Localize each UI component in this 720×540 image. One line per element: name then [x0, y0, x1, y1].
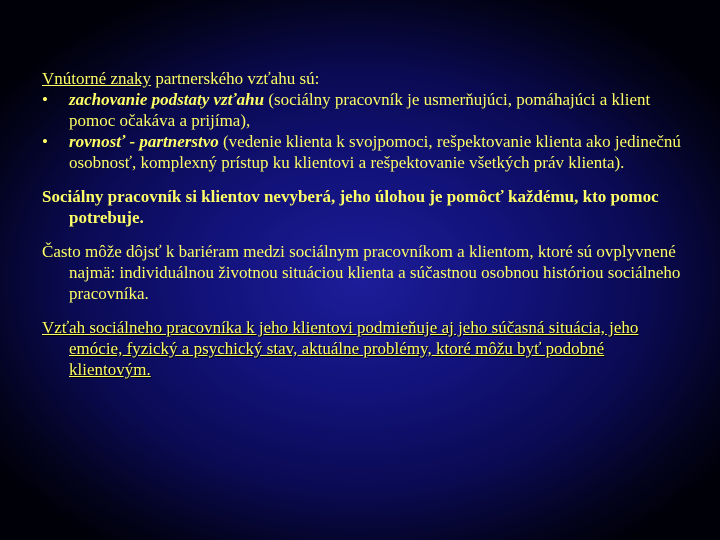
bullet-text: (sociálny pracovník je usmerňujúci, pomáhajúci a klient pomoc očakáva a prijíma),: [69, 90, 651, 130]
barriers-paragraph: Často môže dôjsť k bariéram medzi sociálnym pracovníkom a klientom, ktoré sú ovplyvnené najmä: individuálnou životnou situáciou klienta a súčastnou osobnou históriou sociálneho pracovníka.: [42, 242, 681, 303]
bullet-list: [42, 89, 682, 173]
bullet-item: [42, 89, 682, 131]
bullet-text: (vedenie klienta k svojpomoci, rešpektovanie klienta ako jedinečnú osobnosť, komplexný prístup ku klientovi a rešpektovanie všetkých práv klienta).: [69, 132, 681, 172]
bullet-icon: •: [42, 90, 48, 109]
slide-content: [42, 68, 682, 380]
bold-statement: Sociálny pracovník si klientov nevyberá, jeho úlohou je pomôcť každému, kto pomoc potrebuje.: [42, 187, 659, 227]
bullet-term: rovnosť - partnerstvo: [69, 132, 219, 151]
intro-rest: partnerského vzťahu sú:: [151, 69, 320, 88]
intro-underlined: Vnútorné znaky: [42, 69, 152, 88]
spacer: [42, 304, 682, 317]
relationship-paragraph: Vzťah sociálneho pracovníka k jeho klientovi podmieňuje aj jeho súčasná situácia, jeho emócie, fyzický a psychický stav, aktuálne problémy, ktoré môžu byť podobné klientovým.: [42, 318, 639, 379]
bullet-term: zachovanie podstaty vzťahu: [69, 90, 265, 109]
bullet-icon: •: [42, 132, 48, 151]
intro-line: [42, 68, 682, 89]
spacer: [42, 228, 682, 241]
bullet-item: [42, 131, 682, 173]
spacer: [42, 173, 682, 186]
